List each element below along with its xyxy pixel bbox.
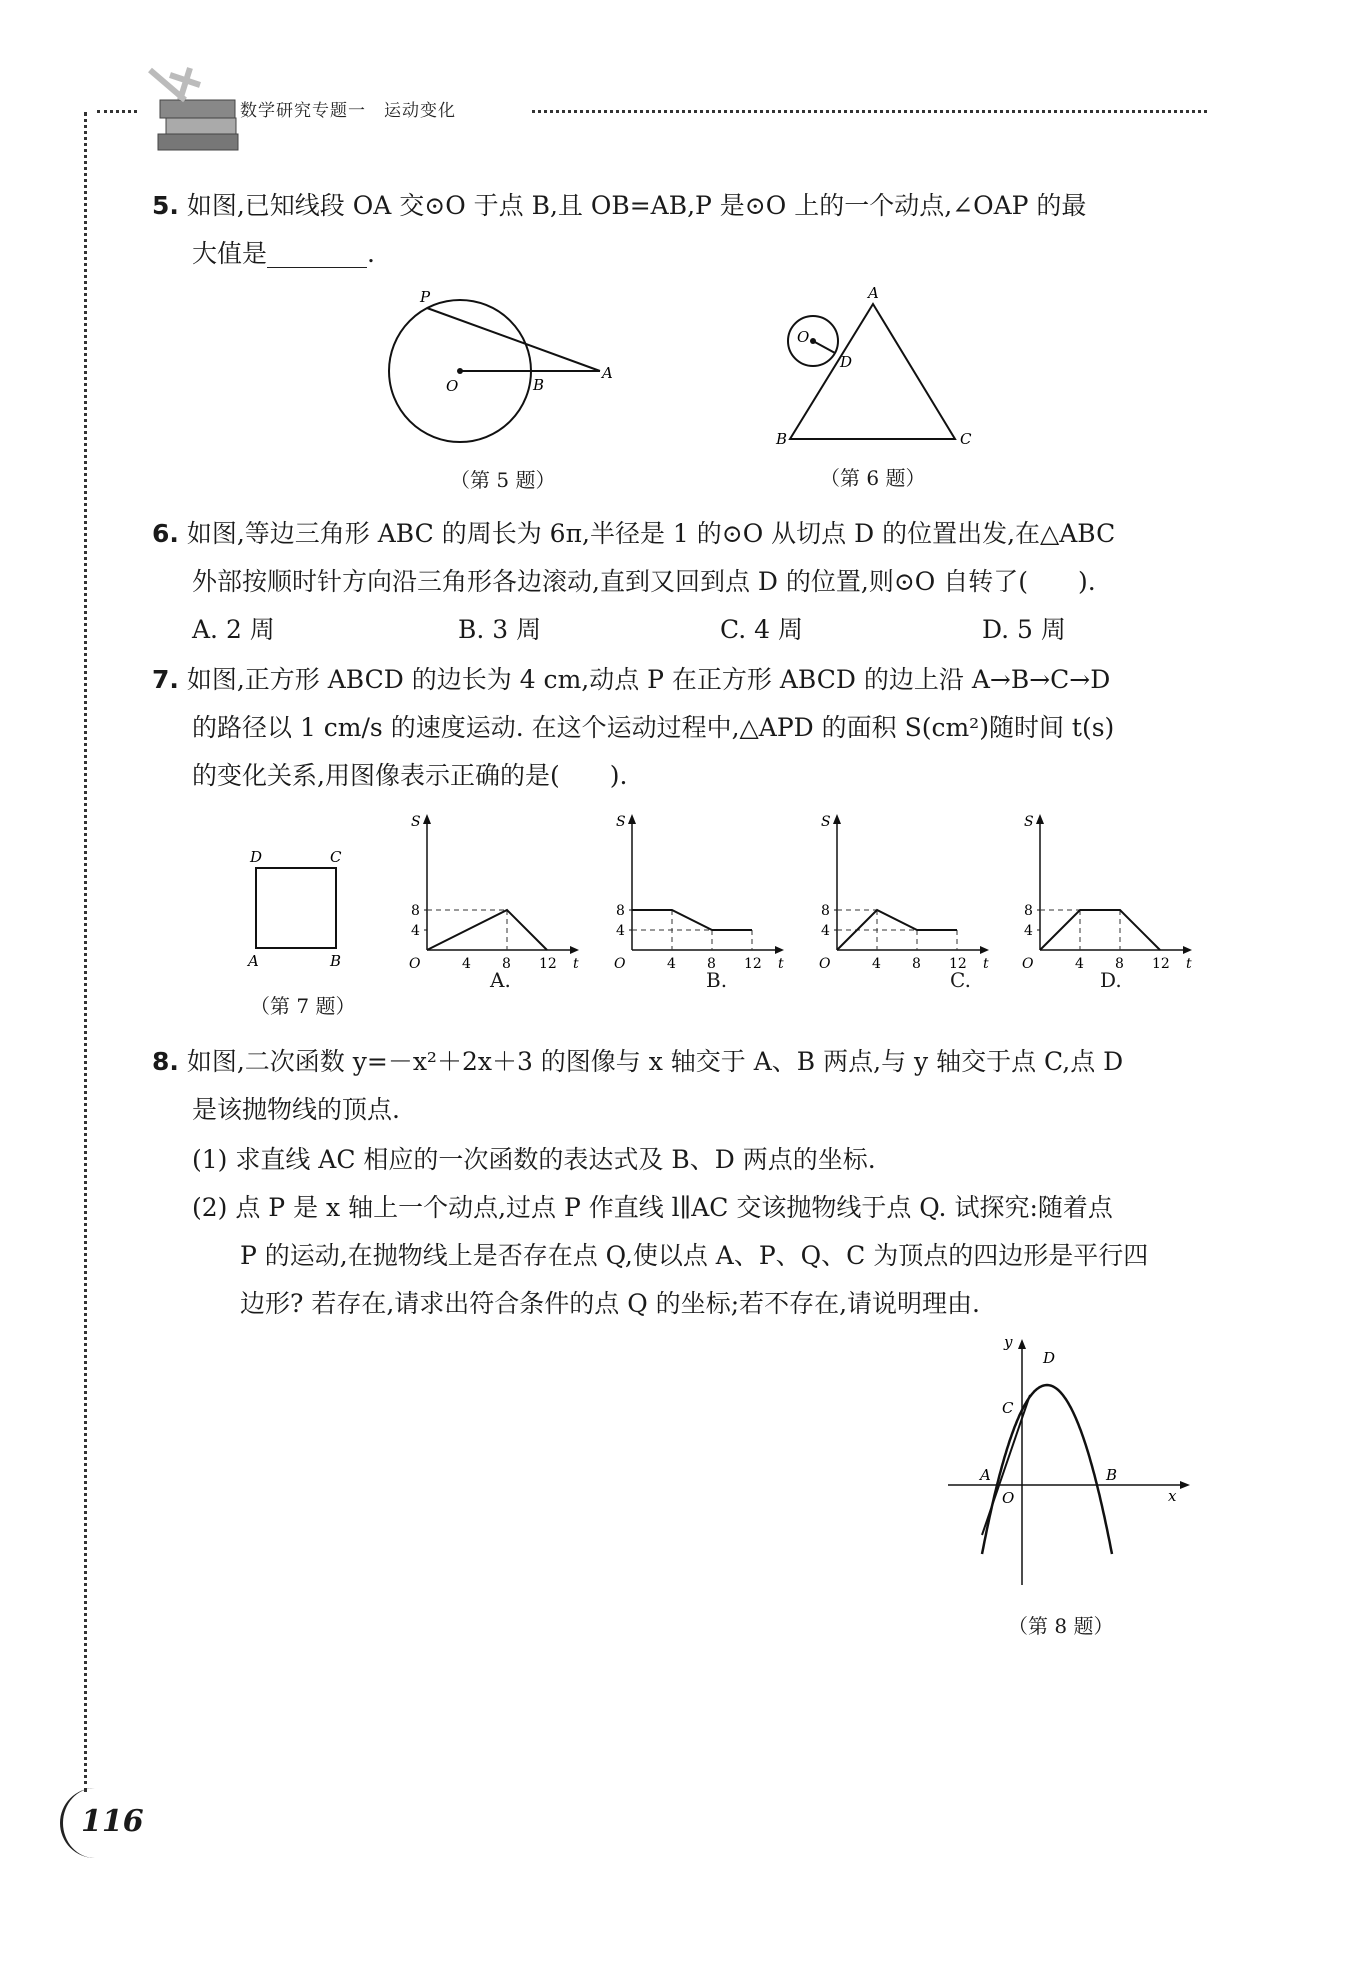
y-tick-4: 4 xyxy=(616,923,625,939)
t-axis-arrow xyxy=(1183,946,1192,954)
x-tick-8: 8 xyxy=(912,956,921,970)
graph-d-label: D. xyxy=(1100,968,1122,992)
label-x: x xyxy=(1168,1487,1177,1505)
header-dotted-rule-right xyxy=(532,110,1207,113)
axis-label-S: S xyxy=(411,814,421,830)
s-axis-arrow xyxy=(1036,814,1044,824)
y-tick-4: 4 xyxy=(411,923,420,939)
header-dotted-rule xyxy=(97,110,137,113)
q8-line2: 是该抛物线的顶点. xyxy=(192,1095,400,1124)
fig6-caption: （第 6 题） xyxy=(820,466,926,490)
label-C: C xyxy=(330,848,342,866)
y-tick-4: 4 xyxy=(821,923,830,939)
q6-number: 6. xyxy=(152,519,179,548)
square-ABCD xyxy=(256,868,336,948)
label-A: A xyxy=(602,364,613,382)
q6-line1 xyxy=(152,514,1115,550)
origin-label: O xyxy=(614,956,626,970)
q7-line2: 的路径以 1 cm/s 的速度运动. 在这个运动过程中,△APD 的面积 S(cm²)随时间 t(s) xyxy=(192,713,1115,742)
origin-label: O xyxy=(409,956,421,970)
q8-text-1: 如图,二次函数 y=－x²＋2x＋3 的图像与 x 轴交于 A、B 两点,与 y 轴交于点 C,点 D xyxy=(186,1047,1124,1076)
q8-part2-line3: 边形? 若存在,请求出符合条件的点 Q 的坐标;若不存在,请说明理由. xyxy=(240,1289,981,1318)
graph-option-b xyxy=(610,810,790,970)
q6-line2: 外部按顺时针方向沿三角形各边滚动,直到又回到点 D 的位置,则⊙O 自转了( ). xyxy=(192,567,1096,596)
q7-number: 7. xyxy=(152,665,179,694)
label-C: C xyxy=(1002,1399,1014,1417)
triangle-ABC xyxy=(790,304,955,439)
x-tick-8: 8 xyxy=(707,956,716,970)
y-tick-8: 8 xyxy=(1024,903,1033,919)
axis-label-t: t xyxy=(778,956,784,970)
q6-option-c: C. 4 周 xyxy=(720,615,803,644)
q6-option-b: B. 3 周 xyxy=(458,615,542,644)
y-tick-8: 8 xyxy=(616,903,625,919)
graph-option-d xyxy=(1018,810,1198,970)
label-P: P xyxy=(420,288,431,306)
y-tick-8: 8 xyxy=(821,903,830,919)
q5-line1 xyxy=(152,186,1086,222)
graph-a-label: A. xyxy=(490,968,511,992)
axis-label-t: t xyxy=(983,956,989,970)
label-y: y xyxy=(1004,1335,1013,1351)
fig5-caption: （第 5 题） xyxy=(450,468,556,492)
page-margin-dotted-line xyxy=(84,112,87,1792)
x-tick-4: 4 xyxy=(1075,956,1084,970)
point-O xyxy=(457,368,463,374)
x-tick-4: 4 xyxy=(667,956,676,970)
q6-option-a: A. 2 周 xyxy=(192,615,275,644)
page-number-tab xyxy=(60,1788,144,1858)
x-tick-12: 12 xyxy=(744,956,762,970)
q7-line1 xyxy=(152,660,1110,696)
q8-part2-line2: P 的运动,在抛物线上是否存在点 Q,使以点 A、P、Q、C 为顶点的四边形是平行四 xyxy=(240,1241,1149,1270)
label-O: O xyxy=(1002,1489,1015,1507)
q7-line3: 的变化关系,用图像表示正确的是( ). xyxy=(192,761,628,790)
q8-number: 8. xyxy=(152,1047,179,1076)
x-tick-8: 8 xyxy=(1115,956,1124,970)
s-axis-arrow xyxy=(423,814,431,824)
s-axis-arrow xyxy=(833,814,841,824)
q8-part1: (1) 求直线 AC 相应的一次函数的表达式及 B、D 两点的坐标. xyxy=(192,1145,876,1174)
graph-b-label: B. xyxy=(706,968,728,992)
x-tick-12: 12 xyxy=(1152,956,1170,970)
graph-line xyxy=(632,910,752,930)
origin-label: O xyxy=(819,956,831,970)
t-axis-arrow xyxy=(980,946,989,954)
figure-8 xyxy=(940,1335,1200,1595)
label-D: D xyxy=(250,848,263,866)
figure-7-square xyxy=(240,840,360,970)
q5-line2: 大值是________. xyxy=(192,239,375,268)
axis-label-S: S xyxy=(821,814,831,830)
q5-number: 5. xyxy=(152,191,179,220)
label-B: B xyxy=(776,430,788,448)
label-D: D xyxy=(840,353,853,371)
figure-6 xyxy=(770,284,980,454)
page-number: 116 xyxy=(81,1804,144,1839)
label-C: C xyxy=(960,430,972,448)
q6-text-1: 如图,等边三角形 ABC 的周长为 6π,半径是 1 的⊙O 从切点 D 的位置出发,在△ABC xyxy=(186,519,1116,548)
graph-c-label: C. xyxy=(950,968,971,992)
t-axis-arrow xyxy=(775,946,784,954)
graph-line xyxy=(1040,910,1160,950)
segment-PA xyxy=(427,308,600,371)
label-O: O xyxy=(446,377,459,395)
q8-part2-line1: (2) 点 P 是 x 轴上一个动点,过点 P 作直线 l∥AC 交该抛物线于点 Q. 试探究:随着点 xyxy=(192,1193,1113,1222)
graph-option-c xyxy=(815,810,995,970)
label-O: O xyxy=(797,328,810,346)
q5-text-1: 如图,已知线段 OA 交⊙O 于点 B,且 OB=AB,P 是⊙O 上的一个动点,∠OAP 的最 xyxy=(186,191,1087,220)
label-A: A xyxy=(868,284,879,302)
s-axis-arrow xyxy=(628,814,636,824)
q8-line1 xyxy=(152,1042,1123,1078)
header-section-title: 数学研究专题一 运动变化 xyxy=(240,101,456,121)
books-logo-icon xyxy=(140,60,250,155)
q6-option-d: D. 5 周 xyxy=(982,615,1066,644)
x-tick-12: 12 xyxy=(949,956,967,970)
label-A: A xyxy=(980,1466,991,1484)
y-tick-8: 8 xyxy=(411,903,420,919)
x-tick-4: 4 xyxy=(872,956,881,970)
x-tick-4: 4 xyxy=(462,956,471,970)
label-D: D xyxy=(1043,1349,1056,1367)
fig8-caption: （第 8 题） xyxy=(1008,1614,1114,1638)
origin-label: O xyxy=(1022,956,1034,970)
label-B: B xyxy=(1106,1466,1118,1484)
x-tick-8: 8 xyxy=(502,956,511,970)
figure-5 xyxy=(380,286,630,456)
label-B: B xyxy=(533,376,545,394)
q7-text-1: 如图,正方形 ABCD 的边长为 4 cm,动点 P 在正方形 ABCD 的边上沿 A→B→C→D xyxy=(186,665,1111,694)
graph-line xyxy=(427,910,547,950)
axis-label-t: t xyxy=(573,956,579,970)
graph-option-a xyxy=(405,810,585,970)
fig7-caption: （第 7 题） xyxy=(250,994,356,1018)
axis-label-t: t xyxy=(1186,956,1192,970)
x-tick-12: 12 xyxy=(539,956,557,970)
t-axis-arrow xyxy=(570,946,579,954)
axis-label-S: S xyxy=(1024,814,1034,830)
y-tick-4: 4 xyxy=(1024,923,1033,939)
label-B: B xyxy=(330,952,342,970)
label-A: A xyxy=(248,952,259,970)
axis-label-S: S xyxy=(616,814,626,830)
